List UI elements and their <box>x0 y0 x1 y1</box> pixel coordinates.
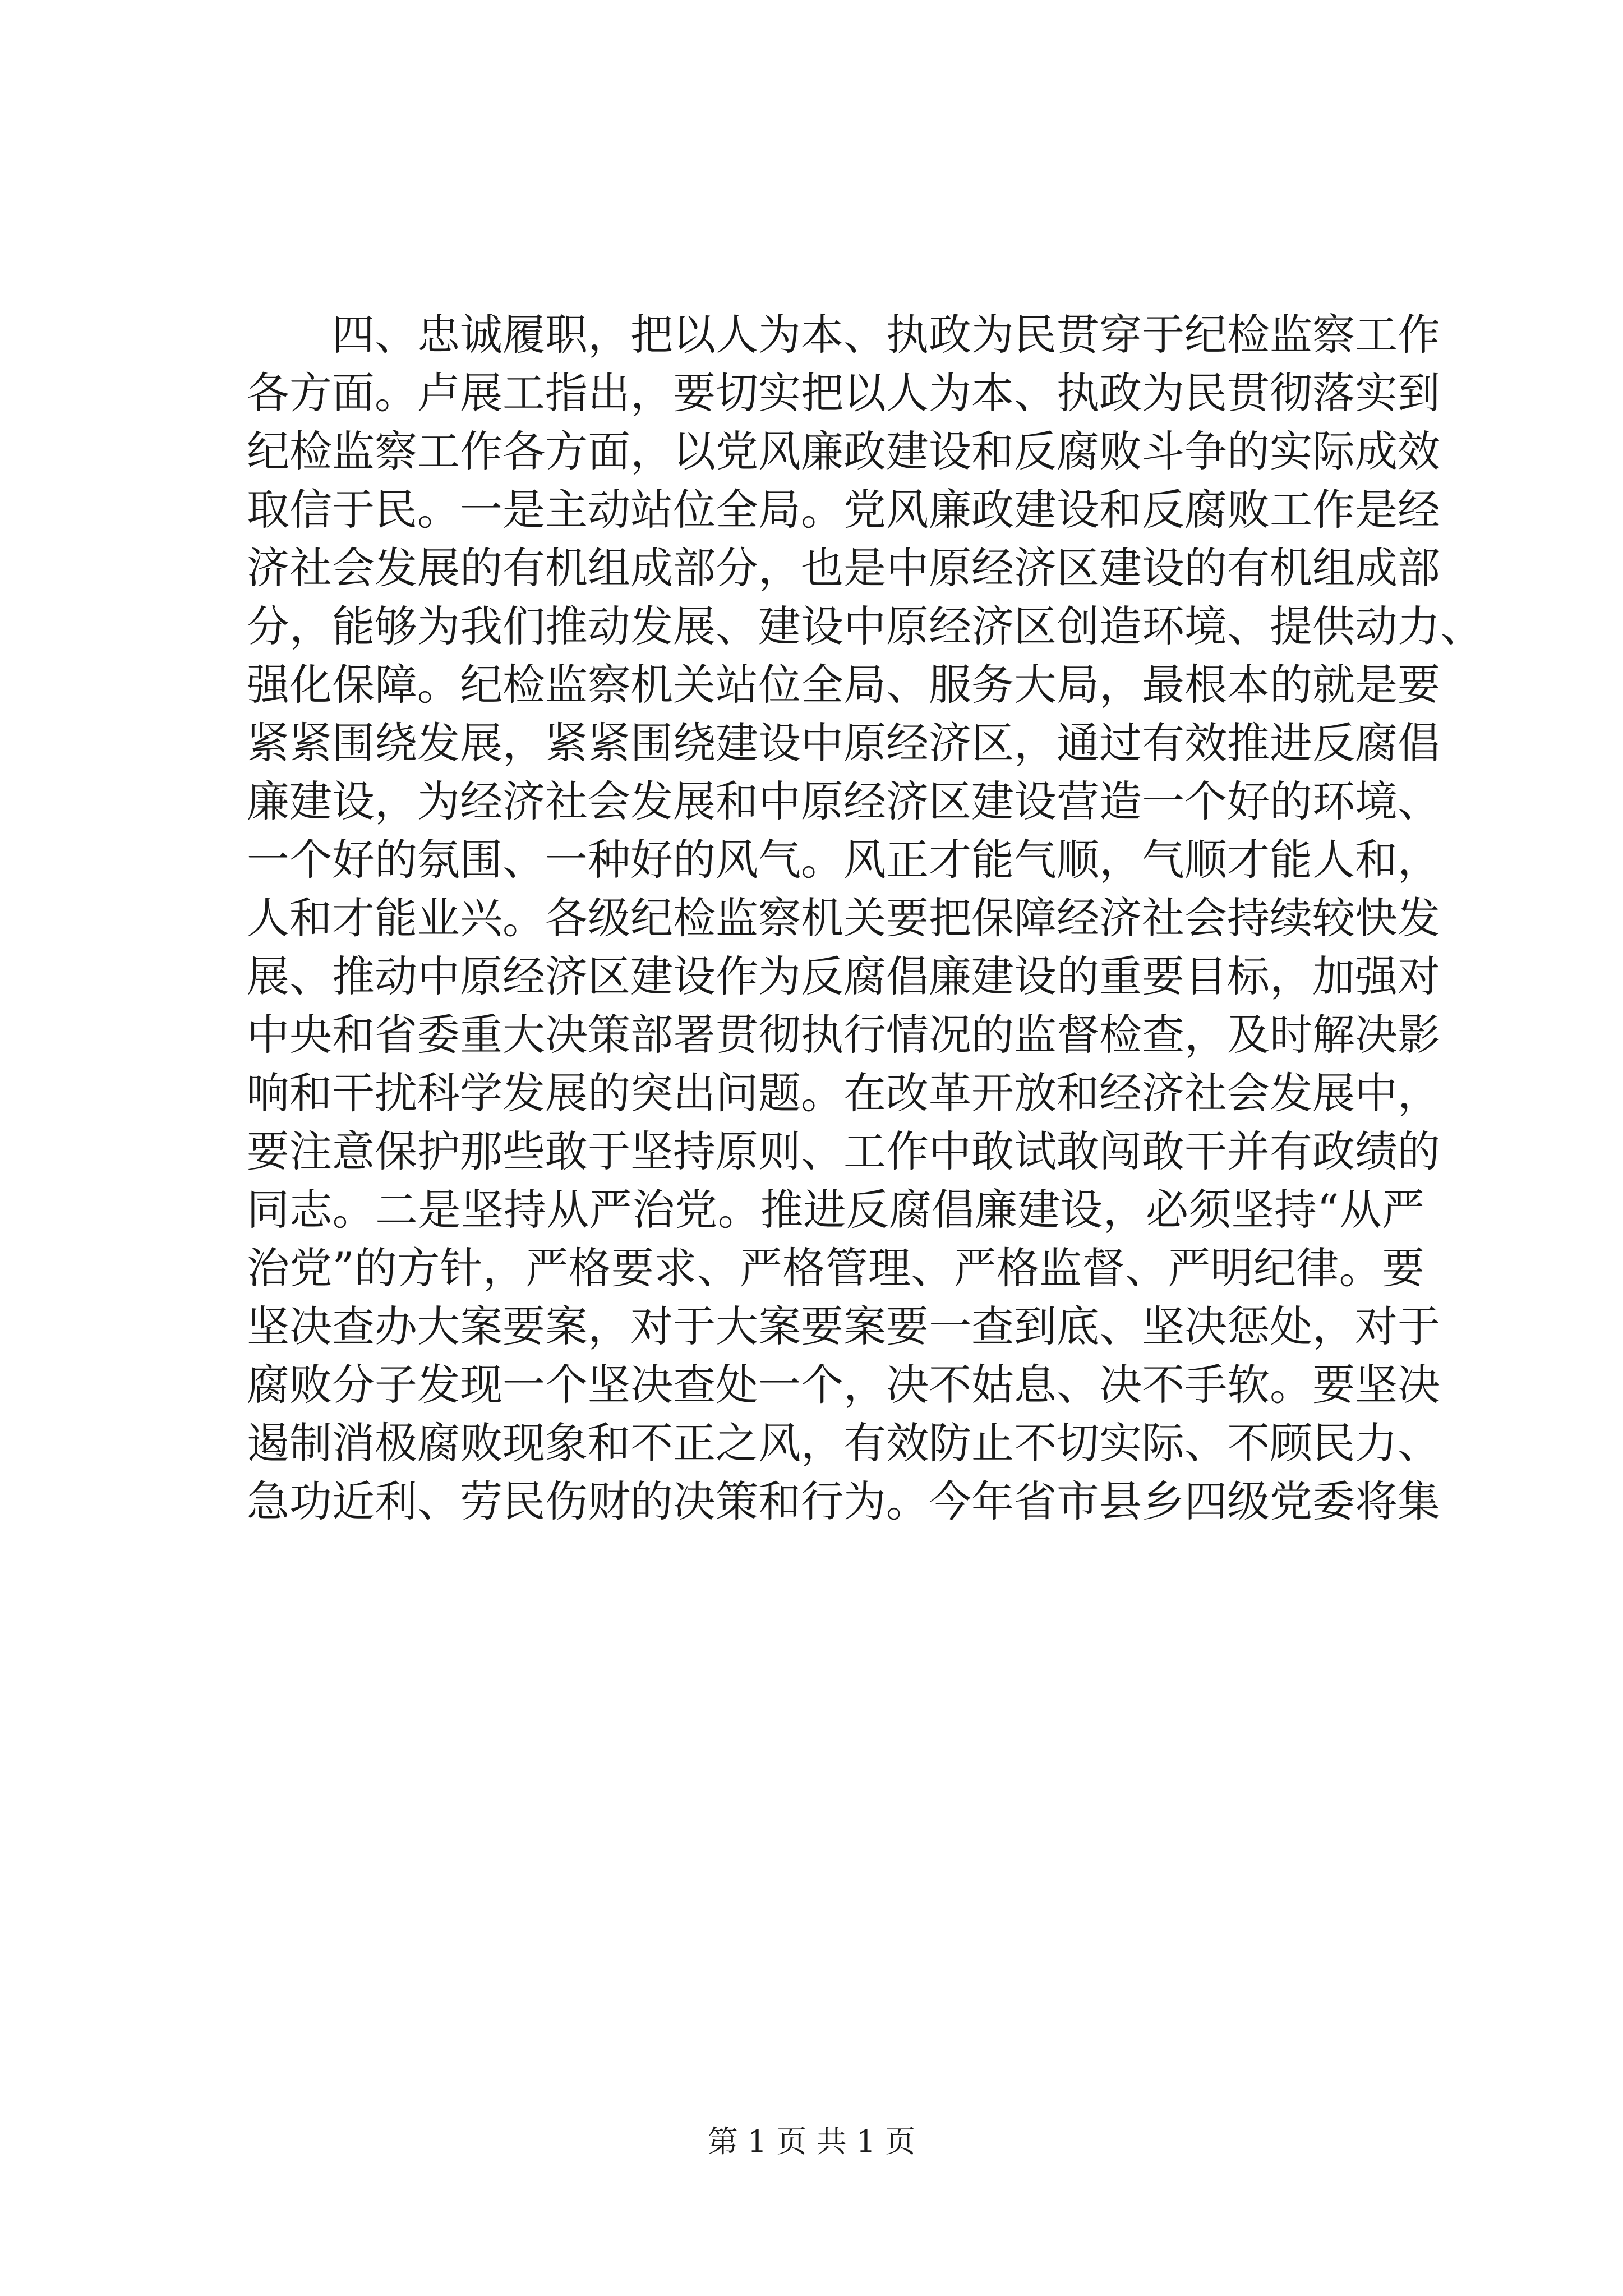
text-line: 坚决查办大案要案，对于大案要案要一查到底、坚决惩处，对于 <box>247 1301 1440 1351</box>
text-line: 紧紧围绕发展，紧紧围绕建设中原经济区，通过有效推进反腐倡 <box>247 718 1440 768</box>
text-line: 腐败分子发现一个坚决查处一个，决不姑息、决不手软。要坚决 <box>247 1360 1440 1410</box>
text-line: 急功近利、劳民伤财的决策和行为。今年省市县乡四级党委将集 <box>247 1476 1440 1526</box>
text-line: 人和才能业兴。各级纪检监察机关要把保障经济社会持续较快发 <box>247 893 1440 943</box>
text-line: 济社会发展的有机组成部分，也是中原经济区建设的有机组成部 <box>247 543 1440 593</box>
body-text <box>247 306 1483 1531</box>
text-line: 纪检监察工作各方面，以党风廉政建设和反腐败斗争的实际成效 <box>247 426 1440 476</box>
text-line: 同志。二是坚持从严治党。推进反腐倡廉建设，必须坚持“从严 <box>247 1185 1424 1235</box>
text-line: 廉建设，为经济社会发展和中原经济区建设营造一个好的环境、 <box>247 776 1440 826</box>
text-line: 展、推动中原经济区建设作为反腐倡廉建设的重要目标，加强对 <box>247 951 1440 1001</box>
text-line: 响和干扰科学发展的突出问题。在改革开放和经济社会发展中， <box>247 1068 1440 1118</box>
text-line: 中央和省委重大决策部署贯彻执行情况的监督检查，及时解决影 <box>247 1010 1440 1060</box>
text-line: 要注意保护那些敢于坚持原则、工作中敢试敢闯敢干并有政绩的 <box>247 1126 1440 1176</box>
text-line: 一个好的氛围、一种好的风气。风正才能气顺，气顺才能人和， <box>247 835 1440 885</box>
page-number-footer: 第 1 页 共 1 页 <box>707 2124 916 2159</box>
text-line: 各方面。卢展工指出，要切实把以人为本、执政为民贯彻落实到 <box>247 368 1440 418</box>
text-line: 取信于民。一是主动站位全局。党风廉政建设和反腐败工作是经 <box>247 485 1440 535</box>
text-line: 遏制消极腐败现象和不正之风，有效防止不切实际、不顾民力、 <box>247 1418 1440 1468</box>
text-line: 治党”的方针，严格要求、严格管理、严格监督、严明纪律。要 <box>247 1243 1424 1293</box>
text-line: 分，能够为我们推动发展、建设中原经济区创造环境、提供动力、 <box>247 601 1483 651</box>
text-line: 四、忠诚履职，把以人为本、执政为民贯穿于纪检监察工作 <box>247 310 1440 360</box>
text-line: 强化保障。纪检监察机关站位全局、服务大局，最根本的就是要 <box>247 660 1440 710</box>
